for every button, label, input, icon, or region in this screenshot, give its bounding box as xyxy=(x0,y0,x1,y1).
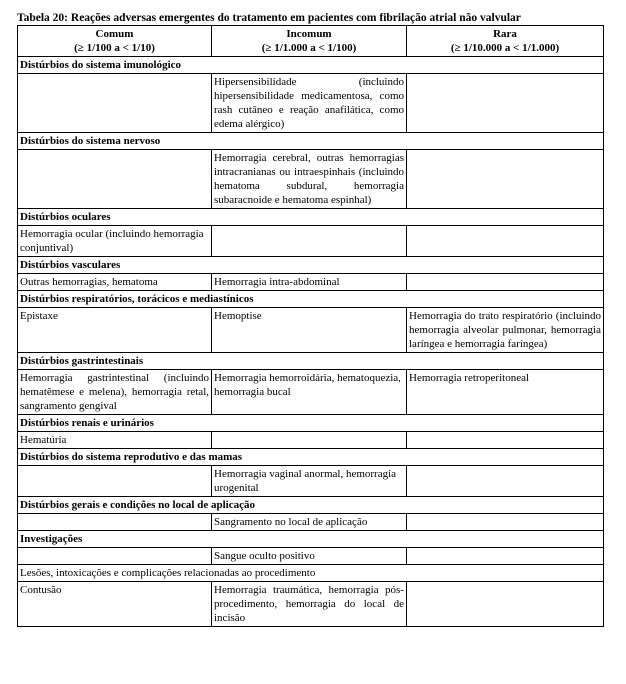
section-row xyxy=(18,497,604,514)
section-row xyxy=(18,565,604,582)
cell-incomum: Hemoptise xyxy=(212,308,407,353)
section-row xyxy=(18,257,604,274)
cell-comum: Epistaxe xyxy=(18,308,212,353)
cell-comum: Hematúria xyxy=(18,432,212,449)
table-row xyxy=(18,548,604,565)
adverse-reactions-table xyxy=(17,25,604,627)
cell-comum xyxy=(18,466,212,497)
table-title: Tabela 20: Reações adversas emergentes do tratamento em pacientes com fibrilação atrial não valvular xyxy=(17,12,521,24)
cell-incomum: Hemorragia hemorroidária, hematoquezia, hemorragia bucal xyxy=(212,370,407,415)
section-heading: Distúrbios renais e urinários xyxy=(18,415,604,432)
section-heading: Distúrbios do sistema nervoso xyxy=(18,133,604,150)
cell-rara: Hemorragia retroperitoneal xyxy=(407,370,604,415)
cell-comum: Hemorragia ocular (incluindo hemorragia conjuntival) xyxy=(18,226,212,257)
table-row xyxy=(18,226,604,257)
header-comum-range: (≥ 1/100 a < 1/10) xyxy=(74,42,155,54)
table-row xyxy=(18,74,604,133)
cell-rara xyxy=(407,74,604,133)
cell-incomum: Hemorragia cerebral, outras hemorragias intracranianas ou intraespinhais (incluindo hematoma subdural, hemorragia subaracnoide e hematoma espinhal) xyxy=(212,150,407,209)
cell-comum xyxy=(18,74,212,133)
section-heading: Distúrbios respiratórios, torácicos e mediastínicos xyxy=(18,291,604,308)
cell-rara xyxy=(407,548,604,565)
table-row xyxy=(18,432,604,449)
table-row xyxy=(18,150,604,209)
cell-incomum: Sangramento no local de aplicação xyxy=(212,514,407,531)
cell-rara xyxy=(407,466,604,497)
cell-rara xyxy=(407,274,604,291)
section-heading: Investigações xyxy=(18,531,604,548)
cell-incomum: Hipersensibilidade (incluindo hipersensibilidade medicamentosa, como rash cutâneo e reação anafilática, como edema alérgico) xyxy=(212,74,407,133)
section-heading: Distúrbios gerais e condições no local de aplicação xyxy=(18,497,604,514)
section-heading: Distúrbios vasculares xyxy=(18,257,604,274)
cell-incomum: Hemorragia traumática, hemorragia pós-procedimento, hemorragia do local de incisão xyxy=(212,582,407,627)
cell-incomum xyxy=(212,226,407,257)
table-row xyxy=(18,582,604,627)
cell-incomum: Sangue oculto positivo xyxy=(212,548,407,565)
cell-incomum: Hemorragia intra-abdominal xyxy=(212,274,407,291)
header-comum-label: Comum xyxy=(95,28,134,40)
cell-rara xyxy=(407,582,604,627)
table-row xyxy=(18,274,604,291)
header-incomum xyxy=(212,26,407,57)
table-row xyxy=(18,466,604,497)
section-row xyxy=(18,133,604,150)
section-row xyxy=(18,449,604,466)
cell-rara xyxy=(407,226,604,257)
section-row xyxy=(18,531,604,548)
section-heading: Lesões, intoxicações e complicações relacionadas ao procedimento xyxy=(18,565,604,582)
section-heading: Distúrbios gastrintestinais xyxy=(18,353,604,370)
cell-comum: Contusão xyxy=(18,582,212,627)
header-rara-label: Rara xyxy=(493,28,517,40)
cell-rara: Hemorragia do trato respiratório (incluindo hemorragia alveolar pulmonar, hemorragia laríngea e hemorragia faríngea) xyxy=(407,308,604,353)
section-heading: Distúrbios do sistema imunológico xyxy=(18,57,604,74)
table-row xyxy=(18,514,604,531)
cell-comum: Hemorragia gastrintestinal (incluindo hematêmese e melena), hemorragia retal, sangramento gengival xyxy=(18,370,212,415)
cell-rara xyxy=(407,150,604,209)
header-rara xyxy=(407,26,604,57)
header-row xyxy=(18,26,604,57)
section-row xyxy=(18,57,604,74)
cell-incomum xyxy=(212,432,407,449)
header-rara-range: (≥ 1/10.000 a < 1/1.000) xyxy=(450,42,560,54)
section-row xyxy=(18,209,604,226)
header-incomum-range: (≥ 1/1.000 a < 1/100) xyxy=(261,42,357,54)
section-row xyxy=(18,353,604,370)
header-comum xyxy=(18,26,212,57)
section-row xyxy=(18,291,604,308)
cell-rara xyxy=(407,514,604,531)
cell-comum xyxy=(18,548,212,565)
table-row xyxy=(18,308,604,353)
section-heading: Distúrbios oculares xyxy=(18,209,604,226)
cell-rara xyxy=(407,432,604,449)
section-heading: Distúrbios do sistema reprodutivo e das mamas xyxy=(18,449,604,466)
cell-incomum: Hemorragia vaginal anormal, hemorragia urogenital xyxy=(212,466,407,497)
cell-comum xyxy=(18,514,212,531)
cell-comum: Outras hemorragias, hematoma xyxy=(18,274,212,291)
table-row xyxy=(18,370,604,415)
header-incomum-label: Incomum xyxy=(286,28,332,40)
section-row xyxy=(18,415,604,432)
cell-comum xyxy=(18,150,212,209)
